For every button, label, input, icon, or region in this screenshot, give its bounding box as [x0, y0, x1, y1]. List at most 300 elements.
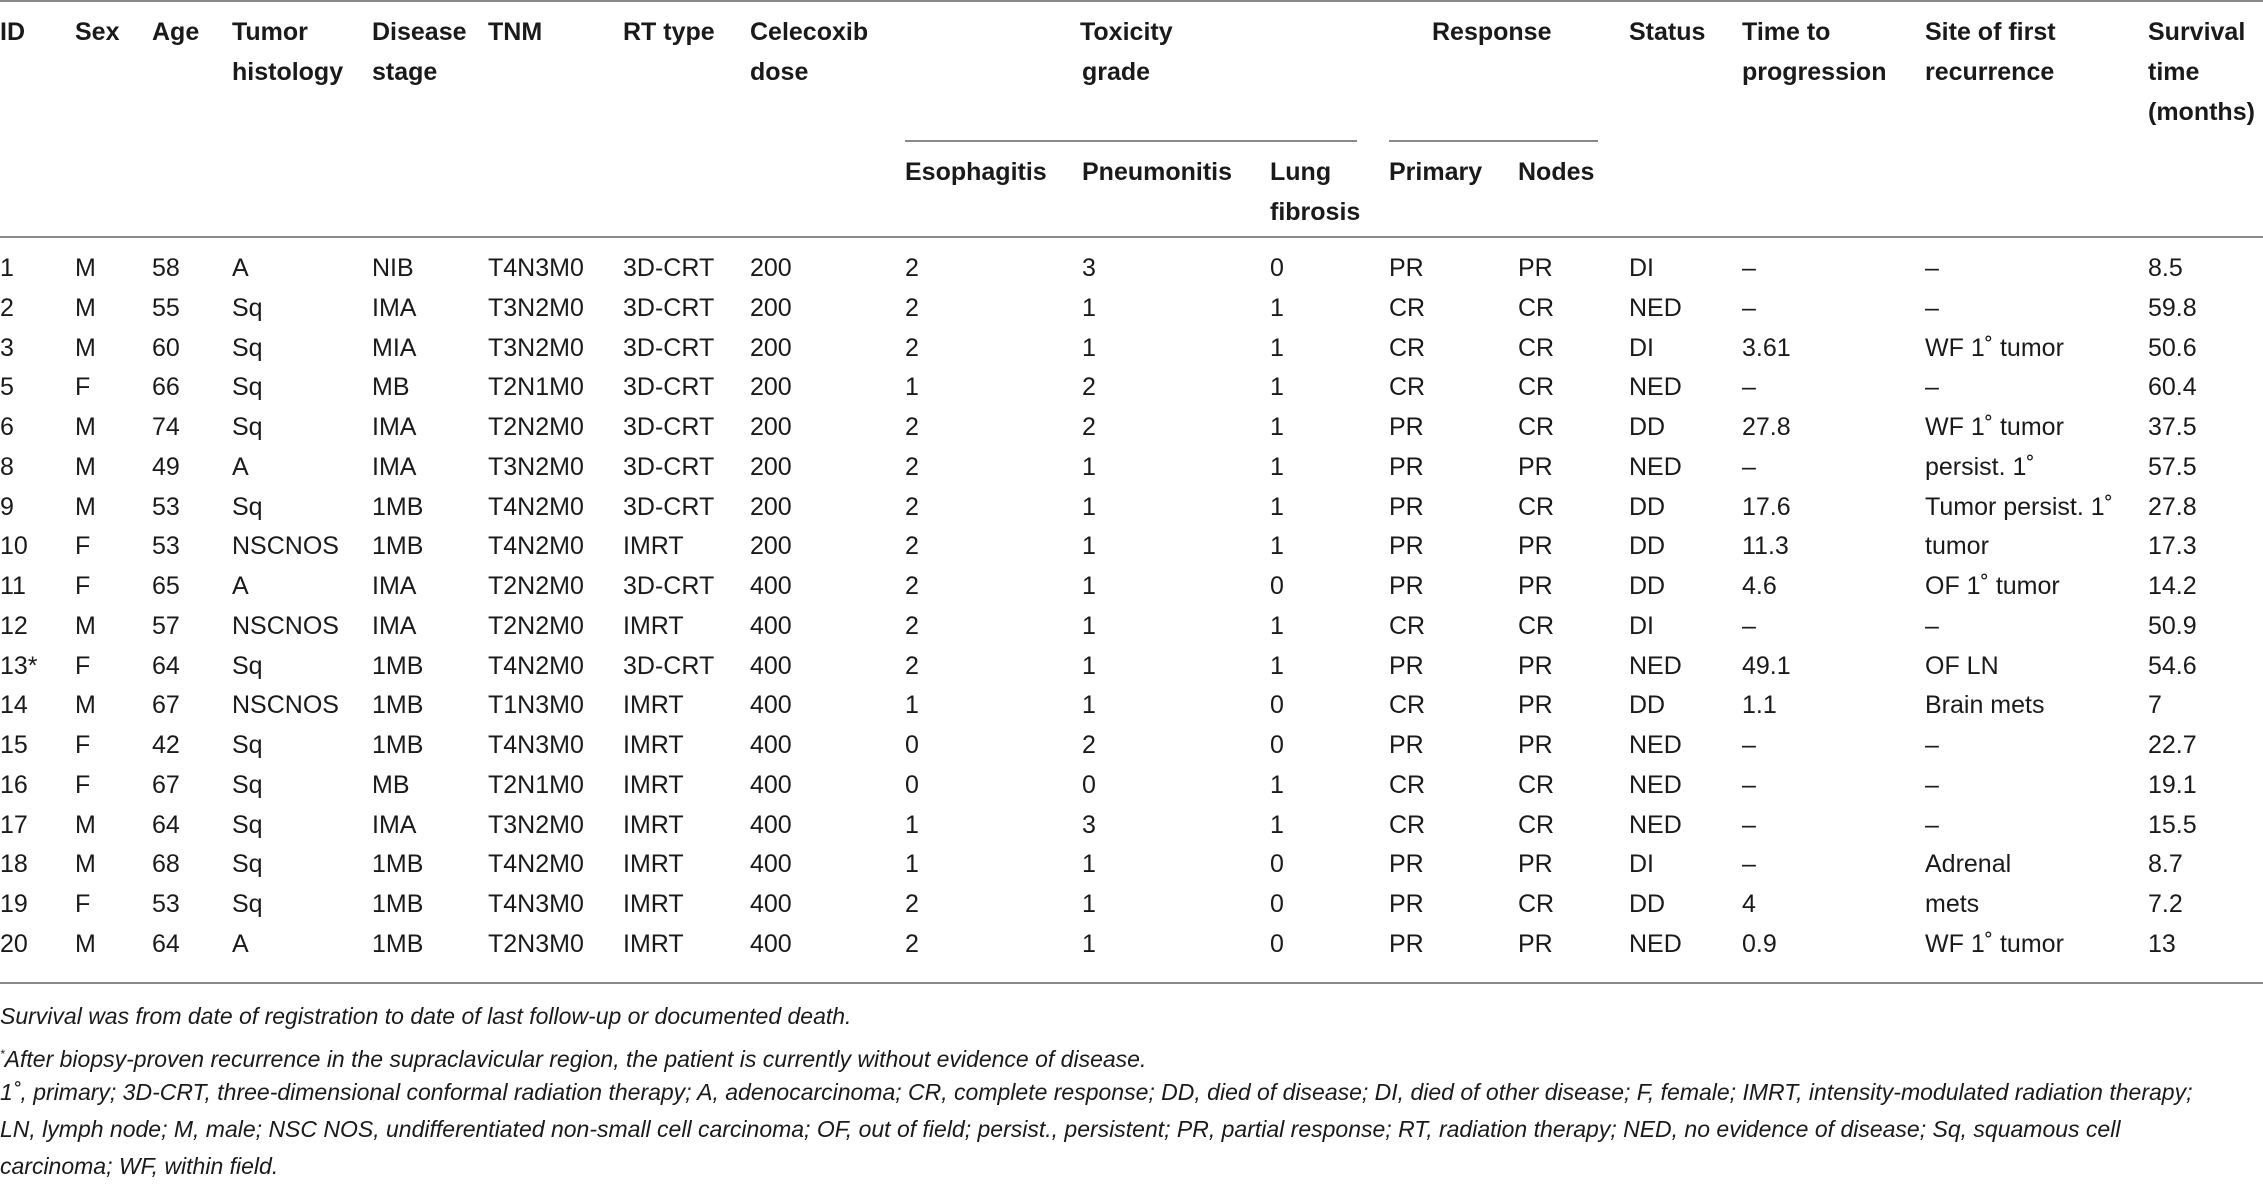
cell-survival: 14.2 [2148, 572, 2197, 600]
cell-ttp: 1.1 [1742, 691, 1777, 720]
cell-pneumonitis: 1 [1082, 850, 1096, 879]
cell-primary: PR [1389, 492, 1424, 521]
cell-status: DD [1629, 691, 1666, 720]
cell-fibrosis: 1 [1270, 532, 1284, 561]
cell-esophagitis: 2 [905, 651, 919, 680]
header-id: ID [0, 18, 25, 46]
cell-pneumonitis: 1 [1082, 691, 1096, 720]
cell-age: 64 [152, 810, 180, 839]
cell-stage: IMA [372, 293, 417, 322]
cell-esophagitis: 2 [905, 890, 919, 918]
cell-ttp: 4.6 [1742, 572, 1777, 600]
cell-primary: CR [1389, 691, 1426, 720]
cell-dose: 200 [750, 492, 792, 521]
cell-dose: 400 [750, 810, 792, 839]
cell-fibrosis: 1 [1270, 611, 1284, 640]
cell-histology: Sq [232, 810, 263, 839]
cell-tnm: T2N1M0 [488, 770, 584, 799]
cell-rt-type: 3D-CRT [623, 293, 715, 322]
cell-sex: M [75, 850, 96, 879]
cell-dose: 200 [750, 293, 792, 322]
cell-primary: PR [1389, 731, 1424, 759]
cell-rt-type: IMRT [623, 810, 684, 839]
cell-stage: IMA [372, 413, 417, 441]
cell-histology: Sq [232, 293, 263, 322]
cell-id: 8 [0, 452, 14, 481]
cell-rt-type: IMRT [623, 890, 684, 918]
cell-esophagitis: 2 [905, 611, 919, 640]
cell-site: WF 1˚ tumor [1925, 929, 2064, 958]
cell-id: 1 [0, 254, 14, 282]
cell-status: DI [1629, 850, 1654, 879]
cell-age: 67 [152, 691, 180, 720]
cell-dose: 400 [750, 611, 792, 640]
cell-id: 16 [0, 770, 28, 799]
cell-status: NED [1629, 810, 1682, 839]
cell-age: 64 [152, 651, 180, 680]
cell-esophagitis: 2 [905, 532, 919, 561]
cell-survival: 22.7 [2148, 731, 2197, 759]
header-site-first-recurrence: Site of first recurrence [1925, 18, 2056, 86]
cell-nodes: PR [1518, 651, 1553, 680]
cell-rt-type: 3D-CRT [623, 452, 715, 481]
cell-pneumonitis: 2 [1082, 731, 1096, 759]
header-pneumonitis: Pneumonitis [1082, 158, 1233, 186]
cell-age: 53 [152, 492, 180, 521]
cell-site: OF 1˚ tumor [1925, 572, 2060, 600]
cell-survival: 13 [2148, 929, 2176, 958]
cell-esophagitis: 2 [905, 254, 919, 282]
header-celecoxib-dose: Celecoxib dose [750, 18, 869, 86]
cell-esophagitis: 1 [905, 691, 919, 720]
cell-esophagitis: 2 [905, 929, 919, 958]
cell-pneumonitis: 0 [1082, 770, 1096, 799]
cell-tnm: T3N2M0 [488, 293, 584, 322]
cell-survival: 54.6 [2148, 651, 2197, 680]
header-toxicity-grade: Toxicity grade [1080, 18, 1173, 86]
cell-tnm: T2N1M0 [488, 373, 584, 402]
cell-stage: 1MB [372, 929, 424, 958]
cell-rt-type: 3D-CRT [623, 492, 715, 521]
cell-tnm: T4N3M0 [488, 254, 584, 282]
footnote-abbreviations-1: 1˚, primary; 3D-CRT, three-dimensional conformal radiation therapy; A, adenocarcinoma; CR, complete response; DD, died of disease; DI, died of other disease; F, female; IMRT, intensity-modulated radiation therapy; [0, 1079, 2193, 1105]
cell-nodes: PR [1518, 532, 1553, 561]
cell-stage: 1MB [372, 492, 424, 521]
cell-esophagitis: 0 [905, 731, 919, 759]
cell-dose: 200 [750, 452, 792, 481]
cell-ttp: 17.6 [1742, 492, 1791, 521]
cell-primary: PR [1389, 651, 1424, 680]
cell-age: 74 [152, 413, 180, 441]
cell-dose: 200 [750, 532, 792, 561]
cell-age: 67 [152, 770, 180, 799]
header-response: Response [1432, 18, 1552, 46]
cell-site: Tumor persist. 1˚ [1925, 492, 2114, 521]
cell-tnm: T4N2M0 [488, 850, 584, 879]
cell-stage: IMA [372, 572, 417, 600]
cell-age: 68 [152, 850, 180, 879]
cell-id: 6 [0, 413, 14, 441]
cell-survival: 27.8 [2148, 492, 2197, 521]
cell-nodes: CR [1518, 890, 1555, 918]
cell-ttp: 27.8 [1742, 413, 1791, 441]
cell-sex: F [75, 731, 91, 759]
cell-ttp: – [1742, 254, 1756, 282]
cell-stage: 1MB [372, 532, 424, 561]
cell-sex: F [75, 532, 91, 561]
cell-survival: 59.8 [2148, 293, 2197, 322]
cell-age: 49 [152, 452, 180, 481]
cell-id: 5 [0, 373, 14, 402]
cell-tnm: T2N3M0 [488, 929, 584, 958]
cell-dose: 200 [750, 254, 792, 282]
cell-histology: Sq [232, 731, 263, 759]
cell-rt-type: IMRT [623, 850, 684, 879]
cell-age: 42 [152, 731, 180, 759]
cell-status: DD [1629, 532, 1666, 561]
cell-age: 60 [152, 333, 180, 362]
cell-pneumonitis: 1 [1082, 929, 1096, 958]
asterisk-marker: * [0, 1047, 5, 1061]
cell-status: DI [1629, 611, 1654, 640]
cell-pneumonitis: 3 [1082, 810, 1096, 839]
cell-id: 12 [0, 611, 28, 640]
cell-sex: M [75, 413, 96, 441]
cell-survival: 7 [2148, 691, 2162, 720]
cell-nodes: CR [1518, 413, 1555, 441]
cell-tnm: T1N3M0 [488, 691, 584, 720]
header-rt-type: RT type [623, 18, 715, 46]
cell-age: 58 [152, 254, 180, 282]
cell-tnm: T4N2M0 [488, 492, 584, 521]
cell-fibrosis: 1 [1270, 413, 1284, 441]
cell-sex: M [75, 810, 96, 839]
cell-id: 11 [0, 572, 26, 600]
header-tnm: TNM [488, 18, 543, 46]
cell-fibrosis: 1 [1270, 333, 1284, 362]
cell-nodes: PR [1518, 254, 1553, 282]
cell-tnm: T2N2M0 [488, 413, 584, 441]
cell-age: 57 [152, 611, 180, 640]
cell-rt-type: IMRT [623, 731, 684, 759]
cell-fibrosis: 0 [1270, 850, 1284, 879]
cell-rt-type: 3D-CRT [623, 651, 715, 680]
cell-site: – [1925, 254, 1939, 282]
cell-sex: F [75, 373, 91, 402]
cell-pneumonitis: 1 [1082, 890, 1096, 918]
cell-histology: Sq [232, 890, 263, 918]
cell-nodes: CR [1518, 293, 1555, 322]
cell-stage: IMA [372, 611, 417, 640]
cell-ttp: 3.61 [1742, 333, 1791, 362]
cell-esophagitis: 2 [905, 492, 919, 521]
footnote-asterisk: *After biopsy-proven recurrence in the supraclavicular region, the patient is currently without evidence of disease. [0, 1046, 1147, 1072]
cell-fibrosis: 1 [1270, 293, 1284, 322]
cell-site: mets [1925, 890, 1980, 918]
cell-primary: PR [1389, 572, 1424, 600]
cell-esophagitis: 2 [905, 452, 919, 481]
cell-stage: NIB [372, 254, 414, 282]
cell-histology: Sq [232, 651, 263, 680]
cell-ttp: – [1742, 293, 1756, 322]
cell-tnm: T3N2M0 [488, 810, 584, 839]
cell-survival: 50.6 [2148, 333, 2197, 362]
cell-pneumonitis: 1 [1082, 651, 1096, 680]
cell-rt-type: 3D-CRT [623, 373, 715, 402]
header-bottom-rule [0, 236, 2263, 238]
cell-nodes: PR [1518, 452, 1553, 481]
cell-primary: PR [1389, 929, 1424, 958]
cell-primary: CR [1389, 373, 1426, 402]
cell-stage: 1MB [372, 731, 424, 759]
cell-histology: A [232, 572, 249, 600]
header-sex: Sex [75, 18, 120, 46]
cell-age: 65 [152, 572, 180, 600]
cell-nodes: PR [1518, 929, 1553, 958]
response-group-rule [1389, 140, 1598, 142]
cell-histology: NSCNOS [232, 691, 339, 720]
cell-id: 13* [0, 651, 38, 680]
cell-stage: MB [372, 373, 410, 402]
cell-ttp: – [1742, 611, 1756, 640]
cell-primary: PR [1389, 254, 1424, 282]
cell-fibrosis: 0 [1270, 929, 1284, 958]
cell-histology: A [232, 254, 249, 282]
header-time-to-progression: Time to progression [1742, 18, 1887, 86]
cell-stage: MIA [372, 333, 417, 362]
cell-id: 14 [0, 691, 28, 720]
cell-primary: CR [1389, 770, 1426, 799]
cell-tnm: T4N2M0 [488, 532, 584, 561]
cell-tnm: T2N2M0 [488, 611, 584, 640]
cell-site: – [1925, 731, 1939, 759]
cell-ttp: – [1742, 850, 1756, 879]
cell-status: NED [1629, 452, 1682, 481]
cell-status: NED [1629, 373, 1682, 402]
cell-tnm: T4N2M0 [488, 651, 584, 680]
cell-pneumonitis: 1 [1082, 293, 1096, 322]
cell-ttp: 4 [1742, 890, 1756, 918]
cell-tnm: T3N2M0 [488, 333, 584, 362]
cell-fibrosis: 0 [1270, 890, 1284, 918]
cell-sex: M [75, 452, 96, 481]
cell-sex: F [75, 572, 91, 600]
cell-rt-type: 3D-CRT [623, 413, 715, 441]
header-primary: Primary [1389, 158, 1483, 186]
cell-stage: 1MB [372, 850, 424, 879]
cell-ttp: 11.3 [1742, 532, 1789, 561]
header-age: Age [152, 18, 200, 46]
cell-rt-type: IMRT [623, 611, 684, 640]
cell-tnm: T3N2M0 [488, 452, 584, 481]
cell-status: NED [1629, 651, 1682, 680]
cell-primary: PR [1389, 532, 1424, 561]
cell-site: WF 1˚ tumor [1925, 333, 2064, 362]
cell-dose: 400 [750, 651, 792, 680]
cell-stage: MB [372, 770, 410, 799]
cell-esophagitis: 2 [905, 333, 919, 362]
cell-nodes: PR [1518, 731, 1553, 759]
cell-fibrosis: 1 [1270, 452, 1284, 481]
cell-tnm: T2N2M0 [488, 572, 584, 600]
cell-nodes: CR [1518, 770, 1555, 799]
cell-primary: PR [1389, 850, 1424, 879]
cell-nodes: CR [1518, 492, 1555, 521]
cell-status: DD [1629, 572, 1666, 600]
cell-stage: 1MB [372, 890, 424, 918]
cell-ttp: 49.1 [1742, 651, 1791, 680]
cell-status: DD [1629, 890, 1666, 918]
cell-esophagitis: 2 [905, 572, 919, 600]
cell-pneumonitis: 1 [1082, 572, 1096, 600]
toxicity-group-rule [905, 140, 1357, 142]
cell-histology: Sq [232, 333, 263, 362]
cell-id: 19 [0, 890, 28, 918]
cell-nodes: PR [1518, 691, 1553, 720]
cell-pneumonitis: 1 [1082, 611, 1096, 640]
cell-survival: 60.4 [2148, 373, 2197, 402]
cell-primary: PR [1389, 413, 1424, 441]
cell-dose: 400 [750, 850, 792, 879]
cell-site: WF 1˚ tumor [1925, 413, 2064, 441]
cell-survival: 57.5 [2148, 452, 2197, 481]
cell-survival: 37.5 [2148, 413, 2197, 441]
cell-pneumonitis: 3 [1082, 254, 1096, 282]
footnote-abbreviations-3: carcinoma; WF, within field. [0, 1153, 279, 1179]
cell-sex: F [75, 651, 91, 680]
cell-fibrosis: 0 [1270, 572, 1284, 600]
cell-site: Brain mets [1925, 691, 2045, 720]
footnote-survival: Survival was from date of registration to date of last follow-up or documented death. [0, 1003, 852, 1029]
cell-histology: Sq [232, 373, 263, 402]
cell-age: 66 [152, 373, 180, 402]
cell-fibrosis: 1 [1270, 651, 1284, 680]
cell-sex: M [75, 293, 96, 322]
cell-tnm: T4N3M0 [488, 890, 584, 918]
cell-status: DD [1629, 492, 1666, 521]
cell-site: persist. 1˚ [1925, 452, 2035, 481]
cell-rt-type: IMRT [623, 691, 684, 720]
cell-age: 53 [152, 890, 180, 918]
cell-nodes: PR [1518, 850, 1553, 879]
cell-sex: M [75, 333, 96, 362]
cell-id: 2 [0, 293, 14, 322]
cell-status: DI [1629, 333, 1654, 362]
cell-survival: 7.2 [2148, 890, 2183, 918]
cell-esophagitis: 2 [905, 413, 919, 441]
cell-dose: 200 [750, 413, 792, 441]
header-esophagitis: Esophagitis [905, 158, 1047, 186]
cell-site: – [1925, 611, 1939, 640]
cell-site: – [1925, 373, 1939, 402]
cell-status: NED [1629, 770, 1682, 799]
cell-sex: M [75, 929, 96, 958]
cell-histology: Sq [232, 413, 263, 441]
cell-nodes: CR [1518, 810, 1555, 839]
header-nodes: Nodes [1518, 158, 1595, 186]
cell-stage: IMA [372, 452, 417, 481]
cell-histology: A [232, 452, 249, 481]
cell-site: – [1925, 810, 1939, 839]
cell-dose: 400 [750, 929, 792, 958]
cell-sex: M [75, 254, 96, 282]
cell-status: DI [1629, 254, 1654, 282]
cell-dose: 400 [750, 572, 792, 600]
cell-nodes: CR [1518, 373, 1555, 402]
footnote-abbreviations-2: LN, lymph node; M, male; NSC NOS, undifferentiated non-small cell carcinoma; OF, out of field; persist., persistent; PR, partial response; RT, radiation therapy; NED, no evidence of disease; Sq, squamous cell [0, 1116, 2121, 1142]
cell-dose: 400 [750, 731, 792, 759]
cell-pneumonitis: 2 [1082, 413, 1096, 441]
cell-rt-type: IMRT [623, 532, 684, 561]
cell-sex: M [75, 691, 96, 720]
cell-id: 17 [0, 810, 28, 839]
header-status: Status [1629, 18, 1706, 46]
header-lung-fibrosis: Lung fibrosis [1270, 158, 1361, 226]
cell-nodes: CR [1518, 611, 1555, 640]
table-top-rule [0, 0, 2263, 2]
cell-esophagitis: 1 [905, 850, 919, 879]
cell-esophagitis: 1 [905, 373, 919, 402]
cell-nodes: PR [1518, 572, 1553, 600]
cell-id: 9 [0, 492, 14, 521]
cell-dose: 200 [750, 373, 792, 402]
cell-sex: M [75, 492, 96, 521]
cell-fibrosis: 1 [1270, 373, 1284, 402]
cell-id: 10 [0, 532, 28, 561]
cell-histology: Sq [232, 770, 263, 799]
cell-rt-type: IMRT [623, 929, 684, 958]
cell-pneumonitis: 1 [1082, 452, 1096, 481]
cell-histology: Sq [232, 492, 263, 521]
cell-fibrosis: 1 [1270, 492, 1284, 521]
cell-pneumonitis: 2 [1082, 373, 1096, 402]
cell-survival: 15.5 [2148, 810, 2197, 839]
cell-id: 18 [0, 850, 28, 879]
cell-survival: 8.7 [2148, 850, 2183, 879]
cell-age: 64 [152, 929, 180, 958]
cell-status: NED [1629, 731, 1682, 759]
cell-site: – [1925, 293, 1939, 322]
cell-fibrosis: 0 [1270, 254, 1284, 282]
cell-id: 3 [0, 333, 14, 362]
cell-fibrosis: 1 [1270, 770, 1284, 799]
cell-sex: M [75, 611, 96, 640]
cell-id: 20 [0, 929, 28, 958]
cell-survival: 8.5 [2148, 254, 2183, 282]
header-survival-time: Survival time (months) [2148, 18, 2255, 126]
cell-survival: 17.3 [2148, 532, 2197, 561]
cell-survival: 50.9 [2148, 611, 2197, 640]
cell-esophagitis: 2 [905, 293, 919, 322]
cell-survival: 19.1 [2148, 770, 2197, 799]
cell-rt-type: 3D-CRT [623, 254, 715, 282]
table-bottom-rule [0, 982, 2263, 984]
cell-pneumonitis: 1 [1082, 492, 1096, 521]
header-tumor-histology: Tumor histology [232, 18, 344, 86]
cell-dose: 400 [750, 691, 792, 720]
cell-primary: PR [1389, 452, 1424, 481]
cell-age: 53 [152, 532, 180, 561]
cell-status: NED [1629, 293, 1682, 322]
cell-site: Adrenal [1925, 850, 2012, 879]
cell-esophagitis: 0 [905, 770, 919, 799]
cell-ttp: – [1742, 452, 1756, 481]
cell-rt-type: IMRT [623, 770, 684, 799]
cell-primary: CR [1389, 333, 1426, 362]
header-disease-stage: Disease stage [372, 18, 467, 86]
cell-dose: 200 [750, 333, 792, 362]
cell-histology: NSCNOS [232, 611, 339, 640]
